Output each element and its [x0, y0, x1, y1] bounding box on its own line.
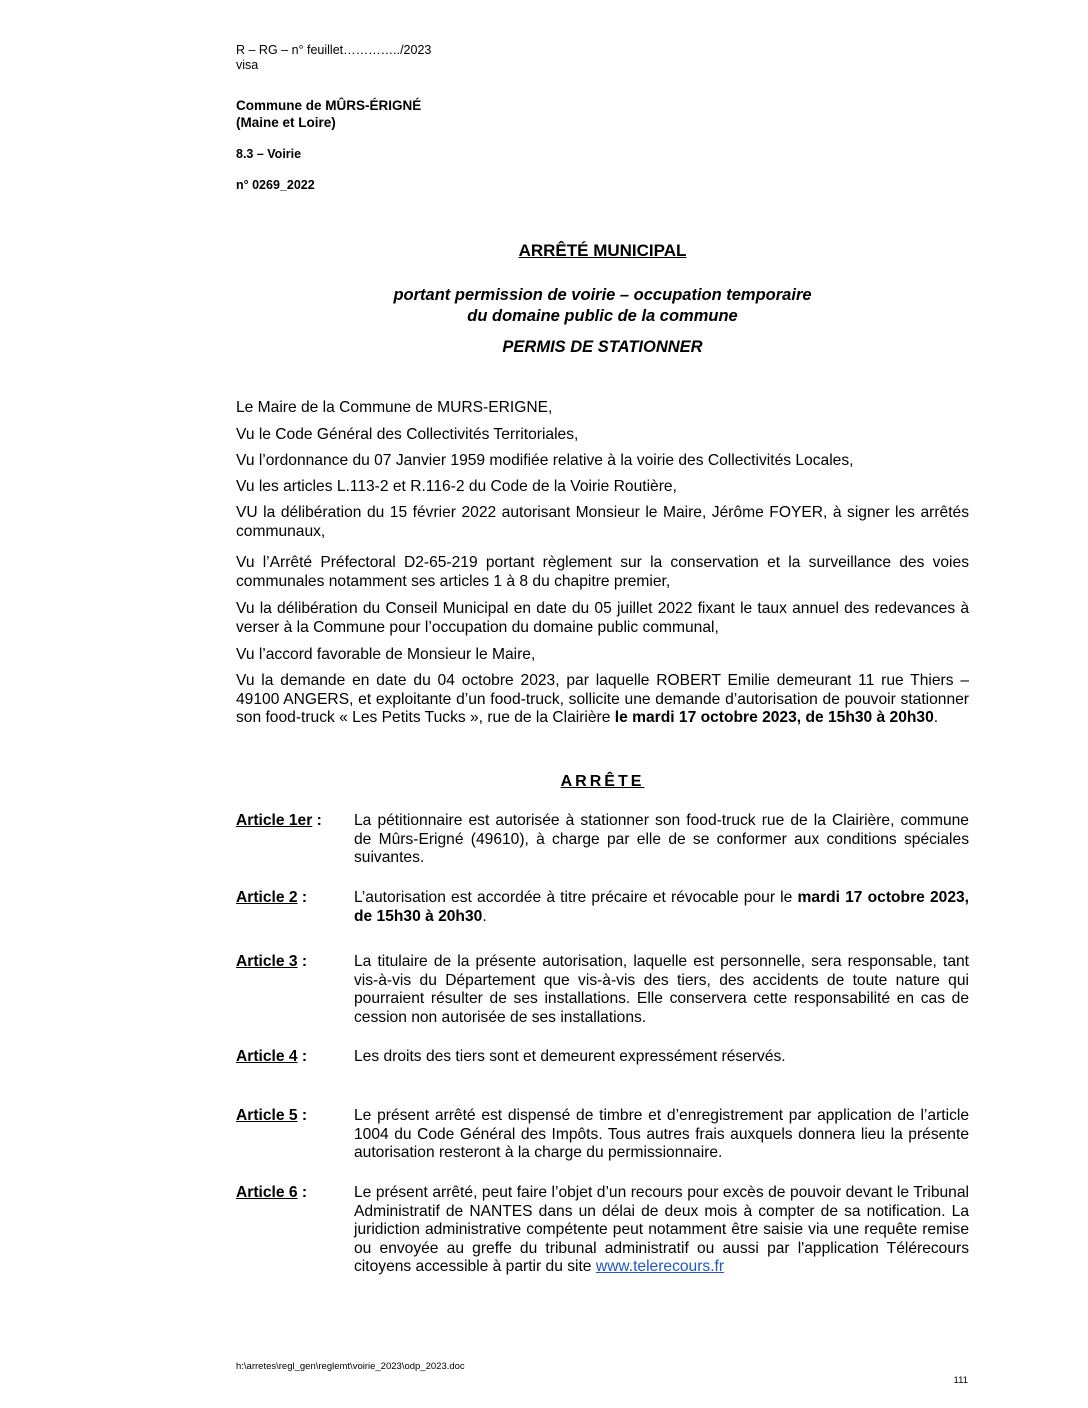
- article-3-colon: :: [297, 953, 308, 970]
- article-1-text: La pétitionnaire est autorisée à stationner son food-truck rue de la Clairière, commune de Mûrs-Erigné (49610), à charge par elle de se conformer aux conditions spéciales suivantes.: [354, 812, 969, 866]
- article-4-colon: :: [297, 1048, 308, 1065]
- article-4-label: [236, 1048, 307, 1066]
- department-name: (Maine et Loire): [236, 115, 336, 130]
- preamble-deliberation-signature: VU la délibération du 15 février 2022 autorisant Monsieur le Maire, Jérôme FOYER, à signer les arrêtés communaux,: [236, 504, 969, 540]
- article-6-text-main: Le présent arrêté, peut faire l’objet d’un recours pour excès de pouvoir devant le Tribunal Administratif de NANTES dans un délai de deux mois à compter de sa notification. La juridiction administrative compétente peut notamment être saisie via une requête remise ou envoyée au greffe du tribunal administratif ou aussi par l'application Télérecours citoyens accessible à partir du site: [354, 1184, 969, 1275]
- subtitle-line-2: du domaine public de la commune: [467, 307, 738, 325]
- article-2-date-bold: mardi 17 octobre 2023, de 15h30 à 20h30: [354, 889, 969, 925]
- subtitle-line-3: PERMIS DE STATIONNER: [502, 338, 703, 356]
- decree-number: n° 0269_2022: [236, 178, 315, 192]
- article-2-label: [236, 889, 307, 907]
- article-6-label-text: Article 6: [236, 1184, 298, 1201]
- preamble-accord-maire: Vu l’accord favorable de Monsieur le Maire,: [236, 646, 536, 663]
- footer-file-path: h:\arretes\regl_gen\reglemt\voirie_2023\odp_2023.doc: [236, 1361, 465, 1372]
- article-3-text: La titulaire de la présente autorisation, laquelle est personnelle, sera responsable, tant vis-à-vis du Département que vis-à-vis des tiers, des accidents de toute nature qui pourraient résulter de ses installations. Elle conservera cette responsabilité en cas de cession non autorisée de ses installations.: [354, 953, 969, 1026]
- preamble-arrete-prefectoral: Vu l’Arrêté Préfectoral D2-65-219 portant règlement sur la conservation et la surveillance des voies communales notamment ses articles 1 à 8 du chapitre premier,: [236, 554, 969, 590]
- article-6-colon: :: [297, 1184, 308, 1201]
- article-1-colon: :: [312, 812, 322, 829]
- category-label: 8.3 – Voirie: [236, 147, 302, 161]
- article-2-colon: :: [297, 889, 308, 906]
- article-2-text: [354, 889, 969, 926]
- preamble-cgct: Vu le Code Général des Collectivités Territoriales,: [236, 426, 579, 443]
- page-title: ARRÊTÉ MUNICIPAL: [518, 241, 687, 260]
- telerecours-link[interactable]: www.telerecours.fr: [595, 1258, 725, 1275]
- preamble-demande: [236, 672, 969, 728]
- arrete-heading: ARRÊTE: [560, 773, 645, 790]
- article-5-text: Le présent arrêté est dispensé de timbre et d’enregistrement par application de l’article 1004 du Code Général des Impôts. Tous autres frais auxquels donnera lieu la présente autorisation resteront à la charge du permissionnaire.: [354, 1107, 969, 1161]
- subtitle-line-1: portant permission de voirie – occupation temporaire: [393, 286, 812, 304]
- commune-name: Commune de MÛRS-ÉRIGNÉ: [236, 98, 422, 113]
- demande-date-bold: le mardi 17 octobre 2023, de 15h30 à 20h30: [614, 709, 934, 726]
- article-3-label-text: Article 3: [236, 953, 298, 970]
- article-3-label: [236, 953, 307, 971]
- article-6-label: [236, 1184, 307, 1202]
- reference-line: R – RG – n° feuillet…………../2023: [236, 43, 432, 57]
- article-2-text-main: L’autorisation est accordée à titre précaire et révocable pour le: [354, 889, 798, 906]
- demande-period: .: [933, 709, 939, 726]
- article-6-text: [354, 1184, 969, 1277]
- article-2-period: .: [482, 907, 487, 925]
- preamble-ordonnance: Vu l’ordonnance du 07 Janvier 1959 modifiée relative à la voirie des Collectivités Locales,: [236, 452, 854, 469]
- article-2-label-text: Article 2: [236, 889, 298, 906]
- preamble-deliberation-conseil: Vu la délibération du Conseil Municipal en date du 05 juillet 2022 fixant le taux annuel des redevances à verser à la Commune pour l’occupation du domaine public communal,: [236, 600, 969, 636]
- demande-text: Vu la demande en date du 04 octobre 2023, par laquelle ROBERT Emilie demeurant 11 rue Thiers – 49100 ANGERS, et exploitante d’un food-truck, sollicite une demande d’autorisation de pouvoir stationner son food-truck « Les Petits Tucks », rue de la Clairière: [236, 672, 969, 726]
- article-4-text: Les droits des tiers sont et demeurent expressément réservés.: [354, 1048, 786, 1065]
- article-4-label-text: Article 4: [236, 1048, 298, 1065]
- page-number: 111: [953, 1375, 968, 1386]
- article-1-label: [236, 812, 322, 830]
- preamble-articles-voirie: Vu les articles L.113-2 et R.116-2 du Code de la Voirie Routière,: [236, 478, 677, 495]
- visa-label: visa: [236, 58, 259, 72]
- preamble-mayor: Le Maire de la Commune de MURS-ERIGNE,: [236, 399, 553, 416]
- article-5-label: [236, 1107, 307, 1125]
- article-5-colon: :: [297, 1107, 308, 1124]
- article-5-label-text: Article 5: [236, 1107, 298, 1124]
- article-1-label-text: Article 1er: [236, 812, 313, 829]
